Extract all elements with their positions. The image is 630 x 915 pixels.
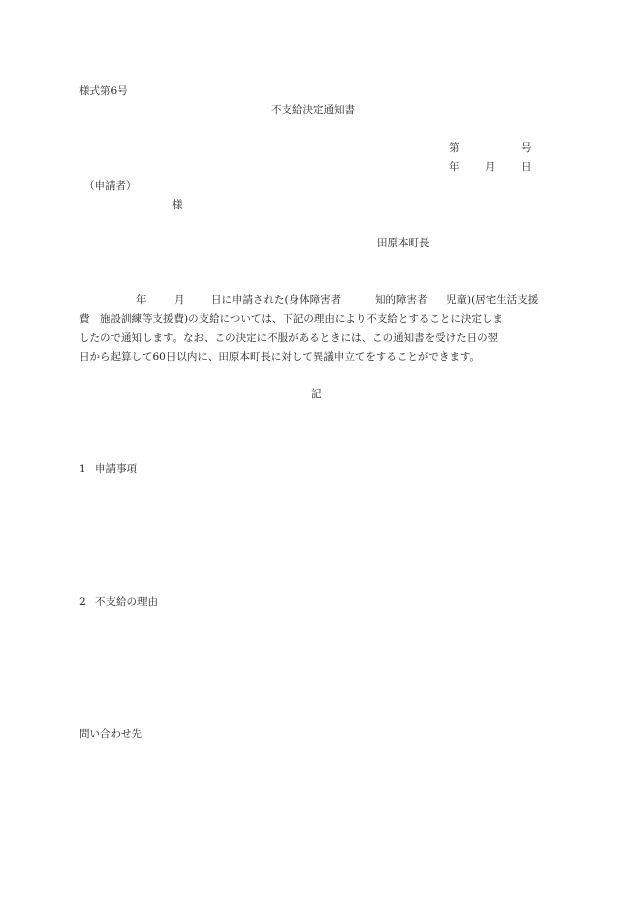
body-line-2b: 施設訓練等支援費)の支給については、下記の理由により不支給とすることに決定しま	[100, 313, 503, 325]
document-title: 不支給決定通知書	[271, 104, 355, 116]
ref-dai: 第	[449, 142, 460, 154]
date-year-label: 年	[449, 161, 460, 173]
body-month-label: 月	[174, 294, 185, 306]
section-2-number: 2	[79, 596, 86, 608]
body-line-1c: 児童)(居宅生活支援	[446, 294, 539, 306]
body-line-1b: 知的障害者	[375, 294, 428, 306]
body-line-2a: 費	[79, 313, 90, 325]
body-line-4: 日から起算して60日以内に、田原本町長に対して異議申立てをすることができます。	[79, 351, 481, 363]
form-number: 様式第6号	[79, 85, 128, 97]
applicant-label: （申請者）	[84, 180, 137, 192]
contact-label: 問い合わせ先	[79, 728, 142, 740]
date-month-label: 月	[485, 161, 496, 173]
body-line-1a: 日に申請された(身体障害者	[211, 294, 342, 306]
ki-heading: 記	[311, 388, 322, 400]
ref-go: 号	[521, 142, 532, 154]
honorific-sama: 様	[172, 199, 183, 211]
body-year-label: 年	[136, 294, 147, 306]
section-2-label: 不支給の理由	[95, 596, 158, 608]
body-line-3: したので通知します。なお、この決定に不服があるときには、この通知書を受けた日の翌	[79, 332, 499, 344]
issuer-name: 田原本町長	[377, 237, 430, 249]
section-1-number: 1	[79, 463, 86, 475]
date-day-label: 日	[521, 161, 532, 173]
section-1-label: 申請事項	[95, 463, 137, 475]
